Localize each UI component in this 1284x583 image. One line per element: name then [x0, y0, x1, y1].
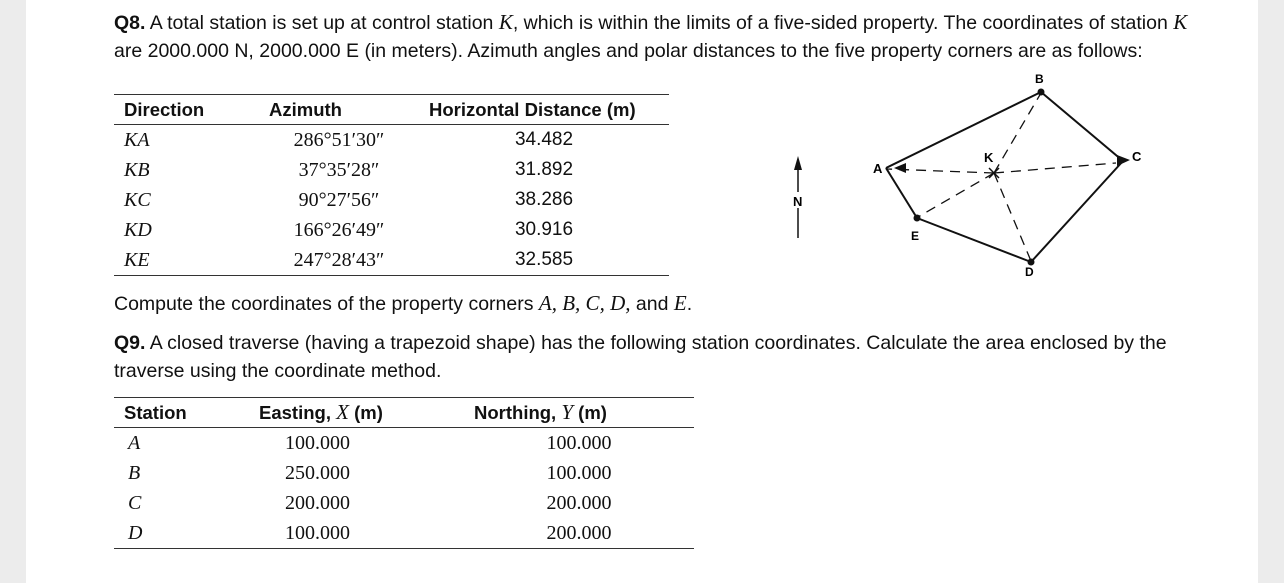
corner-a-label: A [873, 161, 883, 176]
cell-direction: KC [124, 188, 151, 211]
table-row [114, 458, 694, 488]
compute-and: and [630, 293, 674, 315]
cell-azimuth: 90°27′56″ [298, 188, 380, 211]
compute-text: Compute the coordinates of the property corners [114, 293, 539, 315]
q8-station-var-2: K [1173, 10, 1188, 34]
north-arrow-icon [792, 156, 804, 238]
q8-station-var: K [498, 10, 513, 34]
header-easting: Easting, X (m) [249, 398, 464, 428]
cell-azimuth: 166°26′49″ [293, 218, 385, 241]
q8-text-2: , which is within the limits of a five-sided property. The coordinates of station [512, 12, 1174, 34]
arrowhead-c [1117, 155, 1130, 166]
header-northing: Northing, Y (m) [464, 398, 694, 428]
corner-e-label: E [911, 229, 920, 243]
table-row [114, 518, 694, 549]
cell-easting: 100.000 [285, 431, 350, 454]
north-label: N [793, 194, 803, 209]
radial-lines [887, 93, 1116, 261]
property-boundary [886, 92, 1123, 262]
cell-distance: 38.286 [514, 189, 574, 210]
cell-direction: KD [124, 218, 152, 241]
table-row [114, 155, 669, 185]
cell-northing: 200.000 [464, 518, 694, 549]
table-row [114, 428, 694, 459]
q9-coordinates-table [114, 397, 694, 549]
table-row [114, 215, 669, 245]
cell-northing: 200.000 [546, 491, 612, 514]
compute-last: E [673, 291, 687, 315]
cell-station: B [128, 461, 141, 484]
cell-direction: KB [124, 158, 150, 181]
corner-b-label: B [1035, 72, 1044, 86]
table-row [114, 125, 669, 156]
table-header-row [114, 95, 669, 125]
cell-easting: 200.000 [285, 491, 350, 514]
cell-direction: KE [114, 245, 259, 276]
q8-paragraph [114, 8, 1204, 65]
cell-azimuth: 37°35′28″ [298, 158, 380, 181]
header-direction: Direction [114, 95, 259, 125]
table-row [114, 488, 694, 518]
document-page [26, 0, 1258, 583]
cell-easting: 250.000 [285, 461, 350, 484]
arrowhead-a [894, 163, 906, 173]
cell-distance: 34.482 [514, 129, 574, 150]
cell-northing: 100.000 [546, 431, 612, 454]
corner-e-point [914, 215, 921, 222]
cell-station: A [128, 431, 141, 454]
compute-end: . [686, 293, 693, 315]
table-header-row [114, 398, 694, 428]
cell-easting: 100.000 [249, 518, 464, 549]
corner-c-label: C [1132, 149, 1142, 164]
q8-text-1: A total station is set up at control station [145, 12, 499, 34]
q8-text-3: are 2000.000 N, 2000.000 E (in meters). Azimuth angles and polar distances to the five property corners are as follows: [114, 40, 1143, 62]
q8-compute-text [114, 289, 1204, 318]
cell-azimuth: 247°28′43″ [259, 245, 419, 276]
cell-azimuth: 286°51′30″ [293, 128, 385, 151]
cell-northing: 100.000 [546, 461, 612, 484]
q9-paragraph [114, 329, 1204, 385]
cell-distance: 30.916 [514, 219, 574, 240]
corner-d-label: D [1025, 265, 1034, 279]
q8-label: Q8. [114, 12, 146, 34]
cell-direction: KA [124, 128, 150, 151]
header-distance: Horizontal Distance (m) [419, 95, 669, 125]
corner-b-point [1038, 89, 1045, 96]
table-row [114, 185, 669, 215]
station-k-label: K [984, 150, 994, 165]
cell-station: C [128, 491, 142, 514]
cell-distance: 32.585 [419, 245, 669, 276]
cell-distance: 31.892 [514, 159, 574, 180]
header-station: Station [114, 398, 249, 428]
compute-vars: A, B, C, D, [538, 291, 631, 315]
cell-station: D [114, 518, 249, 549]
table-row [114, 245, 669, 276]
property-diagram [766, 60, 1166, 290]
q9-text: A closed traverse (having a trapezoid shape) has the following station coordinates. Calculate the area enclosed by the traverse using the coordinate method. [114, 332, 1167, 382]
q9-label: Q9. [114, 332, 146, 354]
header-azimuth: Azimuth [259, 95, 419, 125]
q8-azimuth-table [114, 94, 669, 276]
